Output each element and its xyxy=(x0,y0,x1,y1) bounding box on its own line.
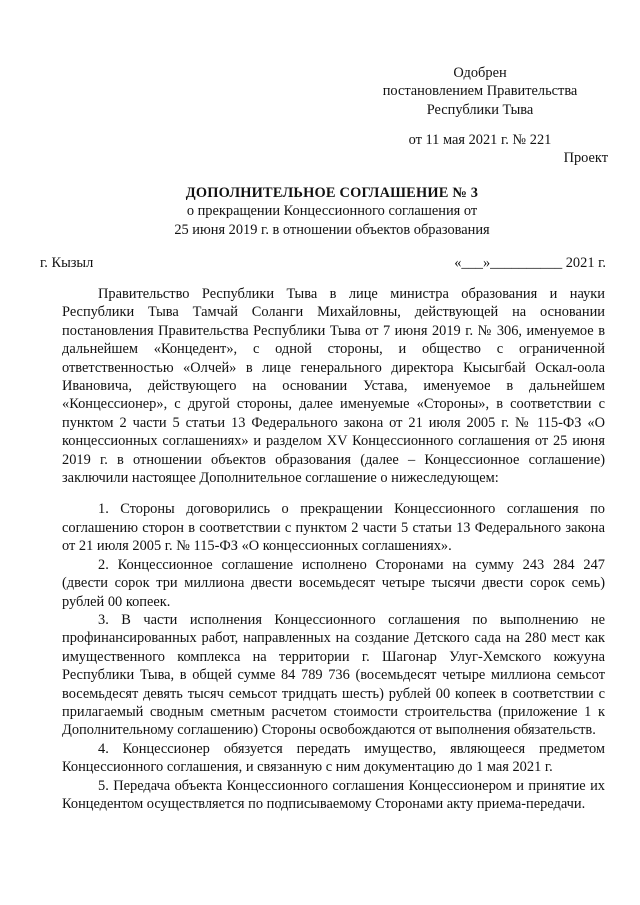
document-title-block xyxy=(40,184,624,239)
document-title: ДОПОЛНИТЕЛЬНОЕ СОГЛАШЕНИЕ № 3 xyxy=(185,185,479,201)
document-subtitle-line-2: 25 июня 2019 г. в отношении объектов образования xyxy=(174,221,490,238)
place-date-row xyxy=(40,254,606,272)
approval-stamp xyxy=(360,64,600,150)
clause-3: 3. В части исполнения Концессионного соглашения по выполнению не профинансированных работ, направленных на создание Детского сада на 280 мест как имущественного комплекса на территории г. Шагонар Улуг-Хемского кожууна Республики Тыва, в общей сумме 84 789 736 (восемьдесят четыре миллиона семьсот восемьдесят девять тысяч семьсот тридцать шесть) рублей 00 копеек в соответствии с прилагаемый сводным сметным расчетом стоимости строительства (приложение 1 к Дополнительному соглашению) Стороны освобождаются от выполнения обязательств. xyxy=(62,611,605,739)
preamble-paragraph: Правительство Республики Тыва в лице министра образования и науки Республики Тыва Тамчай Соланги Михайловны, действующей на основании постановления Правительства Республики Тыва от 7 июня 2019 г. № 306, именуемое в дальнейшем «Концедент», с одной стороны, и общество с ограниченной ответственностью «Олчей» в лице генерального директора Кысыгбай Оскал-оола Ивановича, действующего на основании Устава, именуемое в дальнейшем «Концессионер», с другой стороны, далее именуемые «Стороны», в соответствии с пунктом 2 части 5 статьи 13 Федерального закона от 21 июля 2005 г. № 115-ФЗ «О концессионных соглашениях» и разделом XV Концессионного соглашения от 25 июня 2019 г. в отношении объектов образования (далее – Концессионное соглашение) заключили настоящее Дополнительное соглашение о нижеследующем: xyxy=(62,286,605,487)
place-of-signing: г. Кызыл xyxy=(40,255,94,271)
clause-2: 2. Концессионное соглашение исполнено Сторонами на сумму 243 284 247 (двести сорок три миллиона двести восемьдесят четыре тысячи двести сорок семь) рублей 00 копеек. xyxy=(62,556,605,610)
document-subtitle-line-1: о прекращении Концессионного соглашения от xyxy=(186,203,478,220)
approval-line-2: постановлением Правительства xyxy=(382,83,578,100)
clause-4: 4. Концессионер обязуется передать имущество, являющееся предметом Концессионного соглашения, и связанную с ним документацию до 1 мая 2021 г. xyxy=(62,740,605,776)
approval-date: от 11 мая 2021 г. № 221 xyxy=(408,132,552,149)
signing-date-blank: «___»__________ 2021 г. xyxy=(454,255,606,271)
approval-line-3: Республики Тыва xyxy=(426,101,534,118)
clause-1: 1. Стороны договорились о прекращении Концессионного соглашения по соглашению сторон в соответствии с пунктом 2 части 5 статьи 13 Федерального закона от 21 июля 2005 г. № 115-ФЗ «О концессионных соглашениях». xyxy=(62,501,605,555)
approval-line-1: Одобрен xyxy=(453,65,507,81)
document-body xyxy=(62,285,605,813)
clause-5: 5. Передача объекта Концессионного соглашения Концессионером и принятие их Концедентом осуществляется по подписываемому Сторонами акту приема-передачи. xyxy=(62,777,605,812)
draft-status-label: Проект xyxy=(563,150,608,166)
